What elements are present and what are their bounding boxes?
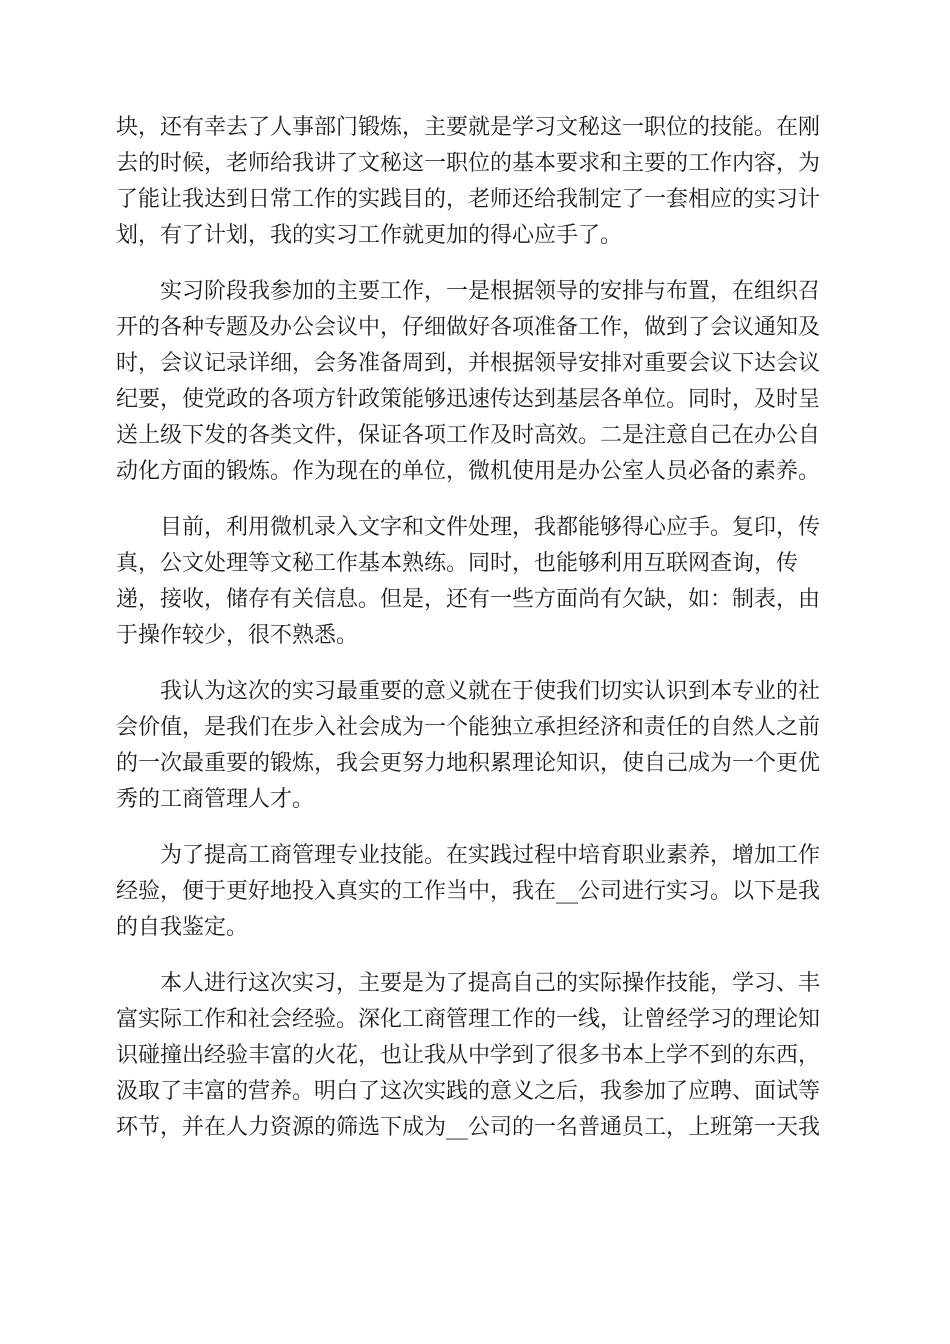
text-line: 富实际工作和社会经验。深化工商管理工作的一线，让曾经学习的理论知	[116, 1007, 821, 1032]
text-line: 递，接收，储存有关信息。但是，还有一些方面尚有欠缺，如：制表，由	[116, 587, 821, 612]
text-line: 动化方面的锻炼。作为现在的单位，微机使用是办公室人员必备的素养。	[116, 459, 821, 484]
text-line: 于操作较少，很不熟悉。	[116, 623, 359, 648]
paragraph-2	[116, 274, 834, 490]
text-line: 识碰撞出经验丰富的火花，也让我从中学到了很多书本上学不到的东西，	[116, 1043, 821, 1068]
paragraph-5	[116, 838, 834, 946]
text-line: 的一次最重要的锻炼，我会更努力地积累理论知识，使自己成为一个更优	[116, 751, 821, 776]
text-line: 真，公文处理等文秘工作基本熟练。同时，也能够利用互联网查询，传	[116, 551, 799, 576]
text-line: 块，还有幸去了人事部门锻炼，主要就是学习文秘这一职位的技能。在刚	[116, 115, 821, 140]
text-line: 了能让我达到日常工作的实践目的，老师还给我制定了一套相应的实习计	[116, 187, 821, 212]
text-line: 纪要，使党政的各项方针政策能够迅速传达到基层各单位。同时，及时呈	[116, 387, 821, 412]
text-line: 为了提高工商管理专业技能。在实践过程中培育职业素养，增加工作	[160, 843, 821, 868]
text-line: 的自我鉴定。	[116, 915, 249, 940]
text-line: 经验，便于更好地投入真实的工作当中，我在__公司进行实习。以下是我	[116, 879, 821, 904]
paragraph-6	[116, 966, 834, 1146]
text-line: 秀的工商管理人才。	[116, 787, 315, 812]
text-line: 送上级下发的各类文件，保证各项工作及时高效。二是注意自己在办公自	[116, 423, 821, 448]
text-line: 时，会议记录详细，会务准备周到，并根据领导安排对重要会议下达会议	[116, 351, 821, 376]
paragraph-3	[116, 510, 834, 654]
text-line: 本人进行这次实习，主要是为了提高自己的实际操作技能，学习、丰	[160, 971, 821, 996]
paragraph-4	[116, 674, 834, 818]
text-line: 汲取了丰富的营养。明白了这次实践的意义之后，我参加了应聘、面试等	[116, 1079, 821, 1104]
paragraph-1	[116, 110, 834, 254]
text-line: 实习阶段我参加的主要工作，一是根据领导的安排与布置，在组织召	[160, 279, 821, 304]
text-line: 开的各种专题及办公会议中，仔细做好各项准备工作，做到了会议通知及	[116, 315, 821, 340]
text-line: 去的时候，老师给我讲了文秘这一职位的基本要求和主要的工作内容，为	[116, 151, 821, 176]
text-line: 划，有了计划，我的实习工作就更加的得心应手了。	[116, 223, 623, 248]
document-body	[116, 110, 834, 1166]
text-line: 环节，并在人力资源的筛选下成为__公司的一名普通员工，上班第一天我	[116, 1115, 821, 1140]
text-line: 会价值，是我们在步入社会成为一个能独立承担经济和责任的自然人之前	[116, 715, 821, 740]
text-line: 目前，利用微机录入文字和文件处理，我都能够得心应手。复印，传	[160, 515, 821, 540]
text-line: 我认为这次的实习最重要的意义就在于使我们切实认识到本专业的社	[160, 679, 821, 704]
